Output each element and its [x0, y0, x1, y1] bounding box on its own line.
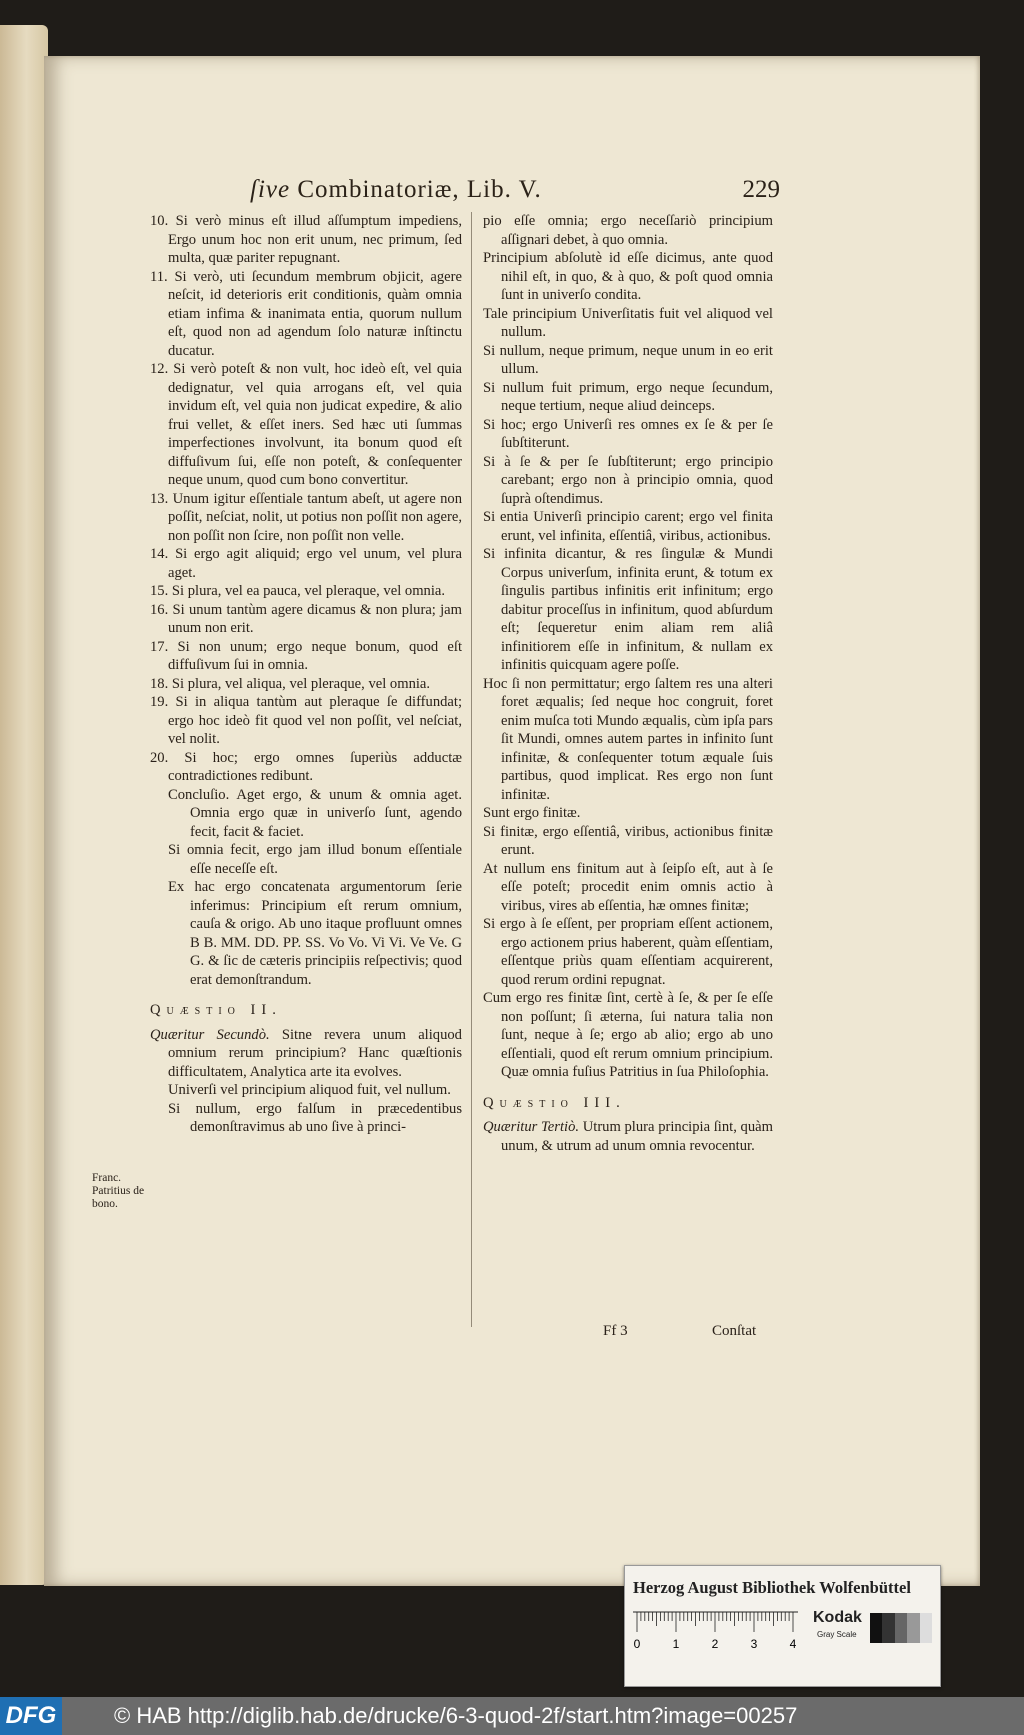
paragraph-text: Si omnia fecit, ergo jam illud bonum eſſentiale eſſe neceſſe eſt. [168, 842, 462, 877]
left-paragraph [168, 878, 462, 989]
paragraph-text: Si non unum; ergo neque bonum, quod eſt diffuſivum ſui in omnia. [168, 638, 463, 673]
left-paragraph [150, 675, 462, 694]
paragraph-text: Unum igitur eſſentiale tantum abeſt, ut agere non poſſit, neſciat, nolit, ut potius non poſſit non agere, non poſſit non ſcire, non poſſit non velle. [168, 490, 462, 544]
gray-swatches [870, 1613, 932, 1643]
paragraph-text: Si in aliqua tantùm aut pleraque ſe diffundat; ergo hoc ideò fit quod vel non poſſit, vel neſciat, vel nolit. [168, 694, 462, 747]
signature-mark: Ff 3 [603, 1323, 628, 1339]
catchword: Conſtat [712, 1323, 757, 1339]
paragraph-number: 15. [150, 583, 169, 599]
left-paragraph [150, 268, 463, 361]
paragraph-number: 12. [150, 361, 169, 377]
viewer-footer [0, 1697, 1024, 1735]
quaestio-ii-text: Sitne revera unum aliquod omnium rerum principium? Hanc quæſtionis difficultatem, Analytica arte ita evolves. [168, 1026, 462, 1080]
quaestio-iii-text: Utrum plura principia ſint, quàm unum, & utrum ad unum omnia revocentur. [501, 1119, 773, 1154]
right-paragraph: pio eſſe omnia; ergo neceſſariò principium aſſignari debet, à quo omnia. [483, 213, 773, 248]
margin-note: Franc. Patritius de bono. [92, 1172, 145, 1210]
paragraph-text: Si ergo agit aliquid; ergo vel unum, vel plura aget. [168, 546, 462, 581]
paragraph-number: 17. [150, 638, 169, 655]
copyright-link[interactable]: © HAB http://diglib.hab.de/drucke/6-3-quod-2f/start.htm?image=00257 [114, 1703, 798, 1728]
kodak-brand: Kodak [813, 1609, 862, 1626]
paragraph-text: Si unum tantùm agere dicamus & non plura; jam unum non erit. [168, 601, 462, 636]
quaestio-iii-question [483, 1118, 773, 1155]
paragraph-number: 19. [150, 694, 169, 710]
left-paragraph [150, 360, 462, 490]
paragraph-number: 10. [150, 213, 169, 229]
paragraph-text: Si verò minus eſt illud aſſumptum impediens, Ergo unum hoc non erit unum, nec primum, ſed multa, quæ pariter repugnant. [168, 213, 463, 266]
right-paragraph: Si infinita dicantur, & res ſingulæ & Mundi Corpus univerſum, infinita erunt, & totum ex ſingulis partibus infinitis erit infinitum; ergo dabitur proceſſus in infinitum, quod abſurdum eſt; ſequeretur enim aliam rem aliâ infinitiorem eſſe in infinitum, & nullam ex infinitis quicquam agere poſſe. [483, 546, 773, 673]
quaestio-ii-title: Quæstio II. [150, 1002, 282, 1018]
left-paragraph [168, 841, 462, 878]
paragraph-number: 20. [150, 749, 169, 766]
paragraph-text: Si hoc; ergo omnes ſuperiùs adductæ contradictiones redibunt. [168, 749, 462, 784]
gray-scale-label: Gray Scale [817, 1630, 857, 1639]
ruler-tick-label: 2 [711, 1637, 719, 1651]
running-head [250, 176, 780, 210]
left-column [150, 212, 462, 1137]
quaestio-ii-question [150, 1026, 462, 1082]
right-paragraph: Si nullum, neque primum, neque unum in eo erit ullum. [483, 342, 773, 377]
quaestio-ii-lead: Quæritur Secundò. [150, 1026, 270, 1043]
paragraph-text: Si plura, vel aliqua, vel pleraque, vel omnia. [171, 675, 431, 692]
right-column-paragraphs [483, 212, 773, 1082]
ruler-tick-label: 3 [750, 1637, 758, 1651]
ruler-tick-label: 1 [672, 1637, 680, 1651]
right-paragraph: Sunt ergo finitæ. [483, 805, 581, 821]
left-paragraph [150, 212, 463, 268]
page-number: 229 [742, 176, 780, 203]
library-color-label [624, 1565, 941, 1687]
left-paragraph [150, 749, 462, 786]
left-paragraph [168, 786, 462, 842]
ruler-tick-label: 0 [633, 1637, 641, 1651]
left-paragraph [150, 693, 462, 749]
right-paragraph: Cum ergo res finitæ ſint, certè à ſe, & per ſe eſſe non poſſunt; ſi æterna, ſui natura talia non ſunt, neque à ſe; ergo ab alio; ergo ab uno eſſentiali, quod eſt rerum omnium principium. Quæ omnia fuſius Patritius in ſua Philoſophia. [483, 990, 773, 1080]
paragraph-number: 13. [150, 490, 169, 507]
right-paragraph: Si finitæ, ergo eſſentiâ, viribus, actionibus finitæ erunt. [483, 823, 773, 858]
column-separator [471, 212, 472, 1327]
quaestio-ii-para-2: Si nullum, ergo falſum in præcedentibus demonſtravimus ab uno ſive à princi- [168, 1100, 462, 1135]
paragraph-text: Ex hac ergo concatenata argumentorum ſerie inferimus: Principium eſt rerum omnium, cauſa & origo. Ab uno itaque profluunt omnes B B. MM. DD. PP. SS. Vo Vo. Vi Vi. Ve Ve. G G. & ſic de cæteris principiis reſpectivis; quod erat demonſtrandum. [168, 879, 462, 988]
right-paragraph: Si à ſe & per ſe ſubſtiterunt; ergo principio carebant; ergo non à principio omnia, quod ſuprà oſtendimus. [483, 453, 773, 507]
scale-ruler [633, 1610, 798, 1654]
right-paragraph: Si nullum fuit primum, ergo neque ſecundum, neque tertium, neque aliud deinceps. [483, 379, 773, 414]
paragraph-number: 18. [150, 675, 169, 692]
paragraph-number: 14. [150, 546, 169, 562]
left-paragraph [150, 601, 462, 638]
quaestio-ii-para-1: Univerſi vel principium aliquod fuit, vel nullum. [168, 1082, 451, 1098]
right-paragraph: Principium abſolutè id eſſe dicimus, ante quod nihil eſt, in quo, & à quo, & poſt quod omnia ſunt in univerſo condita. [483, 250, 773, 303]
dfg-logo[interactable]: DFG [0, 1697, 62, 1735]
institution-name: Herzog August Bibliothek Wolfenbüttel [633, 1578, 911, 1597]
right-paragraph: Tale principium Univerſitatis fuit vel aliquod vel nullum. [483, 305, 773, 340]
quaestio-iii-title: Quæstio III. [483, 1094, 626, 1111]
left-paragraph [150, 582, 462, 601]
left-paragraph [150, 545, 462, 582]
left-paragraph [150, 490, 462, 546]
paragraph-text: Si plura, vel ea pauca, vel pleraque, vel omnia. [171, 583, 446, 599]
left-paragraph [150, 638, 463, 675]
right-column [483, 212, 773, 1155]
right-paragraph: Si ergo à ſe eſſent, per propriam eſſent actionem, ergo actionem prius haberent, quàm eſſentiam, eſſentque priùs quam eſſentiam acquirerent, quod rerum ordini repugnat. [483, 916, 773, 988]
quaestio-iii-lead: Quæritur Tertiò. [483, 1119, 580, 1135]
paragraph-number: 11. [150, 268, 168, 285]
paragraph-text: Si verò poteſt & non vult, hoc ideò eſt, vel quia dedignatur, vel quia arrogans eſt, vel quia invidum eſt, vel quia non judicat expedire, & alio frui vellet, & eſſet iners. Sed hæc uti ſummas imperfectiones involvunt, ita bonum quod eſt diffuſivum ſui, eſſe non poteſt, & conſequenter neque unum, quod cum bono convertitur. [168, 361, 462, 488]
right-paragraph: At nullum ens finitum aut à ſeipſo eſt, aut à ſe eſſe poteſt; procedit enim omnis actio à viribus, vires ab eſſentia, hæ omnes finitæ; [483, 860, 773, 914]
right-paragraph: Si hoc; ergo Univerſi res omnes ex ſe & per ſe ſubſtiterunt. [483, 416, 773, 451]
left-column-paragraphs [150, 212, 462, 989]
paragraph-text: Si verò, uti ſecundum membrum objicit, agere neſcit, id deterioris erit conditionis, quàm omnia etiam infima & inanimata entia, quorum nullum eſt, quod non ad agendum ſolo naturæ inſtinctu ducatur. [168, 268, 463, 359]
paragraph-number: 16. [150, 601, 169, 618]
right-paragraph: Hoc ſi non permittatur; ergo ſaltem res una alteri foret æqualis; ſed neque hoc congruit, foret enim muſca toti Mundo æqualis, cùm ipſa pars ſit Mundi, omnes autem partes in infinito ſunt infinitæ, & conſequenter totum æquale ſuis partibus, quod implicat. Res ergo non ſunt infinitæ. [483, 675, 773, 803]
right-paragraph: Si entia Univerſi principio carent; ergo vel finita erunt, vel infinita, eſſentiâ, viribus, actionibus. [483, 509, 773, 544]
running-head-title: Combinatoriæ, Lib. V. [297, 176, 542, 203]
paragraph-text: Concluſio. Aget ergo, & unum & omnia aget. Omnia ergo quæ in univerſo ſunt, agendo fecit, facit & faciet. [168, 786, 462, 840]
ruler-tick-label: 4 [789, 1637, 797, 1651]
running-head-prefix: ſive [250, 176, 291, 203]
previous-page-edge [0, 25, 48, 1585]
